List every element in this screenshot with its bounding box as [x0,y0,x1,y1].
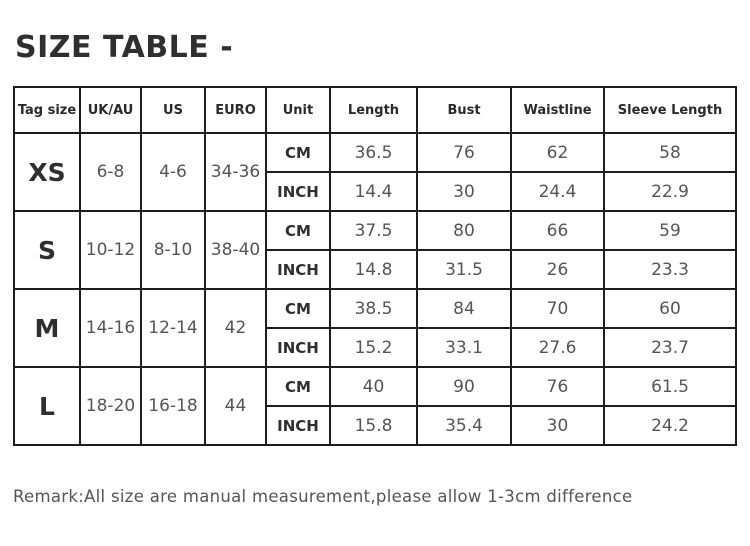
length-cell: 15.8 [330,406,417,445]
column-header-bust: Bust [417,87,511,133]
length-cell: 40 [330,367,417,406]
waistline-cell: 62 [511,133,604,172]
waistline-cell: 24.4 [511,172,604,211]
length-cell: 36.5 [330,133,417,172]
column-header-waistline: Waistline [511,87,604,133]
euro-cell: 38-40 [205,211,266,289]
waistline-cell: 26 [511,250,604,289]
table-row [14,367,736,406]
bust-cell: 80 [417,211,511,250]
euro-cell: 44 [205,367,266,445]
unit-cell: CM [266,133,330,172]
uk-au-cell: 10-12 [80,211,141,289]
waistline-cell: 70 [511,289,604,328]
euro-cell: 42 [205,289,266,367]
table-row [14,211,736,250]
unit-cell: INCH [266,328,330,367]
bust-cell: 35.4 [417,406,511,445]
column-header-uk-au: UK/AU [80,87,141,133]
sleeve-length-cell: 22.9 [604,172,736,211]
waistline-cell: 66 [511,211,604,250]
sleeve-length-cell: 60 [604,289,736,328]
uk-au-cell: 14-16 [80,289,141,367]
tag-size-cell: L [14,367,80,445]
length-cell: 38.5 [330,289,417,328]
column-header-sleeve-length: Sleeve Length [604,87,736,133]
tag-size-cell: XS [14,133,80,211]
sleeve-length-cell: 59 [604,211,736,250]
sleeve-length-cell: 24.2 [604,406,736,445]
us-cell: 4-6 [141,133,205,211]
sleeve-length-cell: 23.3 [604,250,736,289]
us-cell: 16-18 [141,367,205,445]
unit-cell: CM [266,211,330,250]
us-cell: 8-10 [141,211,205,289]
tag-size-cell: S [14,211,80,289]
column-header-tag-size: Tag size [14,87,80,133]
tag-size-cell: M [14,289,80,367]
column-header-unit: Unit [266,87,330,133]
bust-cell: 84 [417,289,511,328]
waistline-cell: 76 [511,367,604,406]
remark-text: Remark:All size are manual measurement,please allow 1-3cm difference [13,487,633,506]
column-header-length: Length [330,87,417,133]
column-header-euro: EURO [205,87,266,133]
bust-cell: 30 [417,172,511,211]
bust-cell: 31.5 [417,250,511,289]
bust-cell: 76 [417,133,511,172]
sleeve-length-cell: 58 [604,133,736,172]
waistline-cell: 27.6 [511,328,604,367]
sleeve-length-cell: 61.5 [604,367,736,406]
bust-cell: 33.1 [417,328,511,367]
length-cell: 15.2 [330,328,417,367]
size-table [13,86,737,446]
length-cell: 37.5 [330,211,417,250]
unit-cell: CM [266,367,330,406]
table-row [14,133,736,172]
waistline-cell: 30 [511,406,604,445]
page-title: SIZE TABLE - [15,30,234,65]
table-row [14,289,736,328]
unit-cell: CM [266,289,330,328]
unit-cell: INCH [266,406,330,445]
unit-cell: INCH [266,172,330,211]
length-cell: 14.8 [330,250,417,289]
euro-cell: 34-36 [205,133,266,211]
uk-au-cell: 6-8 [80,133,141,211]
us-cell: 12-14 [141,289,205,367]
unit-cell: INCH [266,250,330,289]
column-header-us: US [141,87,205,133]
bust-cell: 90 [417,367,511,406]
uk-au-cell: 18-20 [80,367,141,445]
length-cell: 14.4 [330,172,417,211]
table-header-row [14,87,736,133]
sleeve-length-cell: 23.7 [604,328,736,367]
